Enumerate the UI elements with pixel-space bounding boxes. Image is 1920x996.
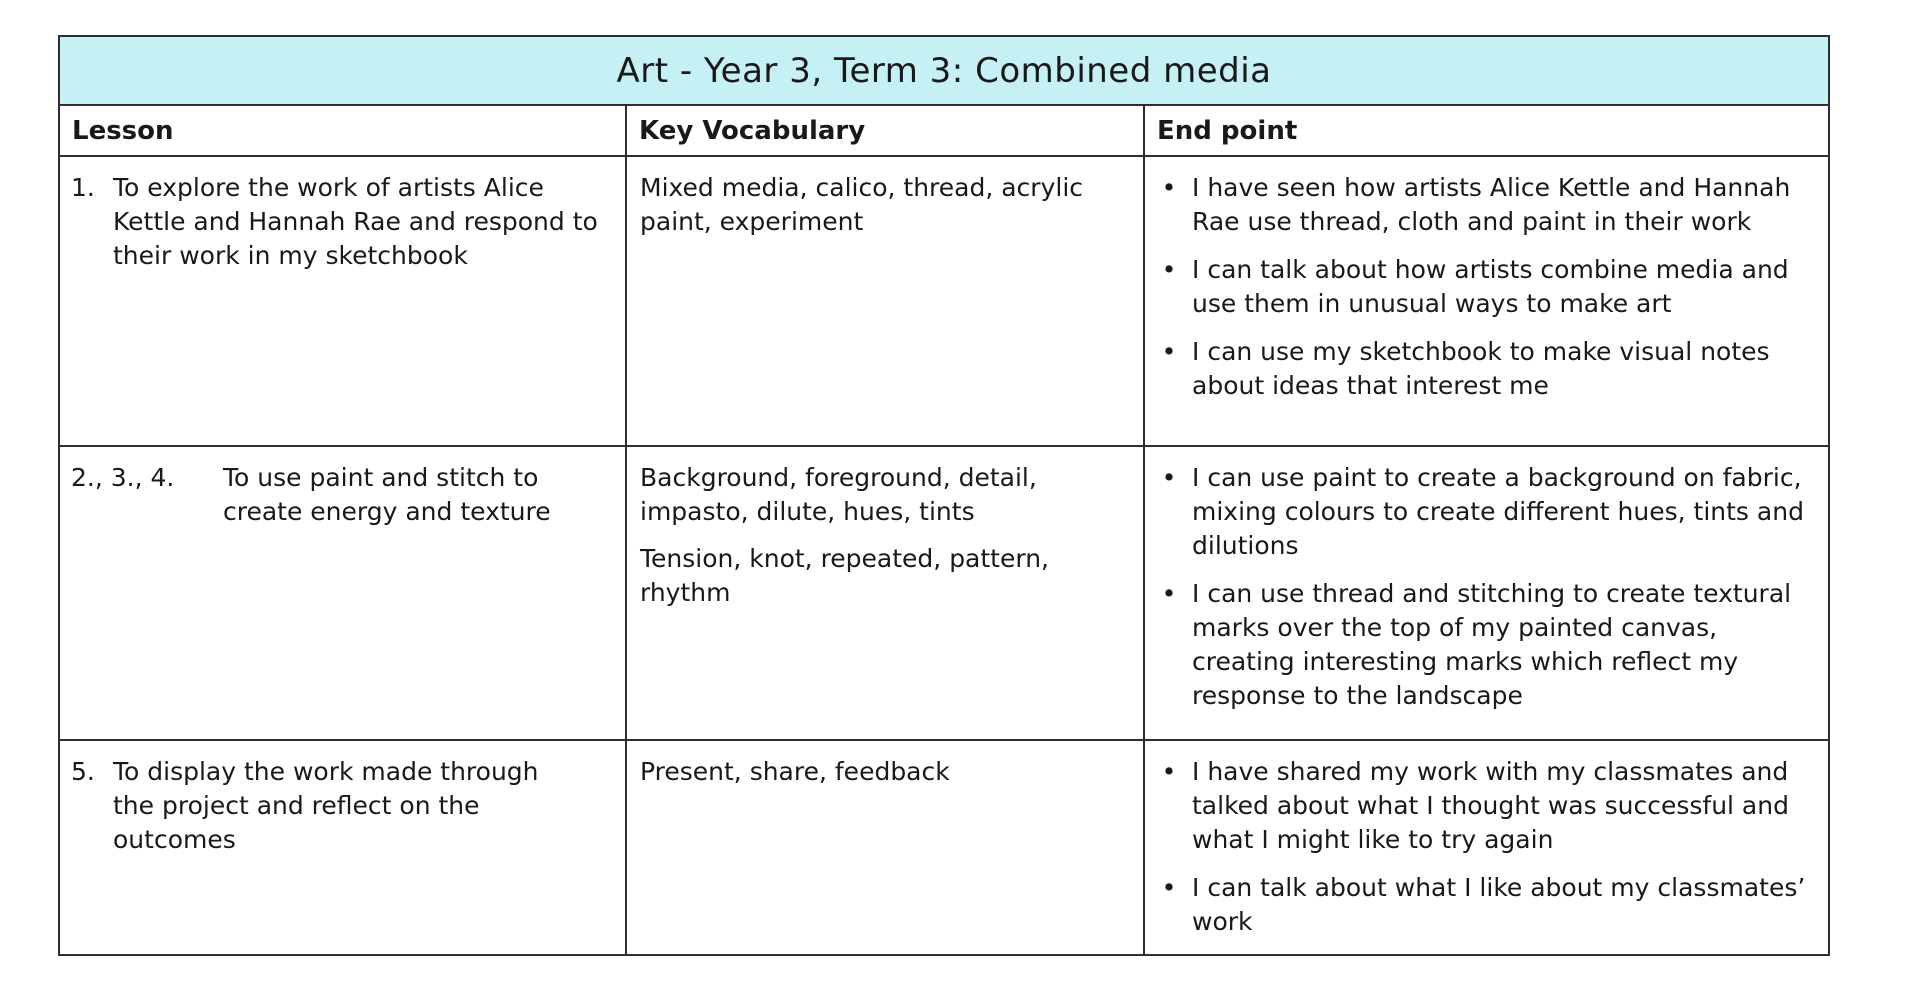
endpoint-item: [1146, 755, 1815, 857]
bullet-icon: •: [1161, 255, 1177, 284]
lesson-text: To display the work made through the project and reflect on the outcomes: [113, 757, 539, 854]
endpoint-item: [1146, 461, 1815, 563]
column-header-lesson: Lesson: [59, 105, 626, 156]
endpoint-text: I have seen how artists Alice Kettle and Hannah Rae use thread, cloth and paint in their work: [1192, 173, 1791, 236]
lesson-number: 1.: [71, 173, 95, 202]
endpoint-text: I can use paint to create a background on fabric, mixing colours to create different hues, tints and dilutions: [1192, 463, 1804, 560]
curriculum-table: [58, 35, 1830, 956]
lesson-cell: [59, 156, 626, 446]
endpoint-text: I can talk about what I like about my classmates’ work: [1192, 873, 1806, 936]
table-row: [59, 740, 1829, 955]
lesson-cell: [59, 446, 626, 740]
page-title: Art - Year 3, Term 3: Combined media: [59, 36, 1829, 105]
endpoint-text: I can use thread and stitching to create textural marks over the top of my painted canvas, creating interesting marks which reflect my response to the landscape: [1192, 579, 1792, 710]
bullet-icon: •: [1161, 463, 1177, 492]
table-row: [59, 156, 1829, 446]
lesson-item: [61, 448, 624, 529]
endpoint-cell: [1144, 446, 1829, 740]
title-row: [59, 36, 1829, 105]
endpoint-item: [1146, 335, 1815, 403]
column-header-endpoint: End point: [1144, 105, 1829, 156]
table-row: [59, 446, 1829, 740]
bullet-icon: •: [1161, 173, 1177, 202]
endpoint-text: I have shared my work with my classmates and talked about what I thought was successful and what I might like to try again: [1192, 757, 1789, 854]
endpoint-item: [1146, 171, 1815, 239]
endpoint-item: [1146, 253, 1815, 321]
bullet-icon: •: [1161, 757, 1177, 786]
lesson-number: 2., 3., 4.: [71, 463, 175, 492]
column-header-vocabulary: Key Vocabulary: [626, 105, 1144, 156]
endpoint-cell: [1144, 740, 1829, 955]
vocabulary-text: Background, foreground, detail, impasto, dilute, hues, tints: [640, 463, 1037, 526]
endpoint-text: I can use my sketchbook to make visual notes about ideas that interest me: [1192, 337, 1770, 400]
vocabulary-cell: [626, 156, 1144, 446]
bullet-icon: •: [1161, 873, 1177, 902]
bullet-icon: •: [1161, 337, 1177, 366]
lesson-text: To explore the work of artists Alice Kettle and Hannah Rae and respond to their work in my sketchbook: [113, 173, 598, 270]
bullet-icon: •: [1161, 579, 1177, 608]
lesson-item: [61, 742, 624, 857]
vocabulary-cell: [626, 740, 1144, 955]
lesson-item: [61, 158, 624, 273]
endpoint-text: I can talk about how artists combine media and use them in unusual ways to make art: [1192, 255, 1789, 318]
vocabulary-text: Mixed media, calico, thread, acrylic paint, experiment: [640, 173, 1084, 236]
vocabulary-text: Tension, knot, repeated, pattern, rhythm: [640, 544, 1049, 607]
header-row: [59, 105, 1829, 156]
endpoint-item: [1146, 577, 1815, 713]
vocabulary-text: Present, share, feedback: [640, 757, 950, 786]
endpoint-item: [1146, 871, 1815, 939]
lesson-text: To use paint and stitch to create energy and texture: [223, 463, 551, 526]
lesson-number: 5.: [71, 757, 95, 786]
endpoint-cell: [1144, 156, 1829, 446]
vocabulary-cell: [626, 446, 1144, 740]
lesson-cell: [59, 740, 626, 955]
